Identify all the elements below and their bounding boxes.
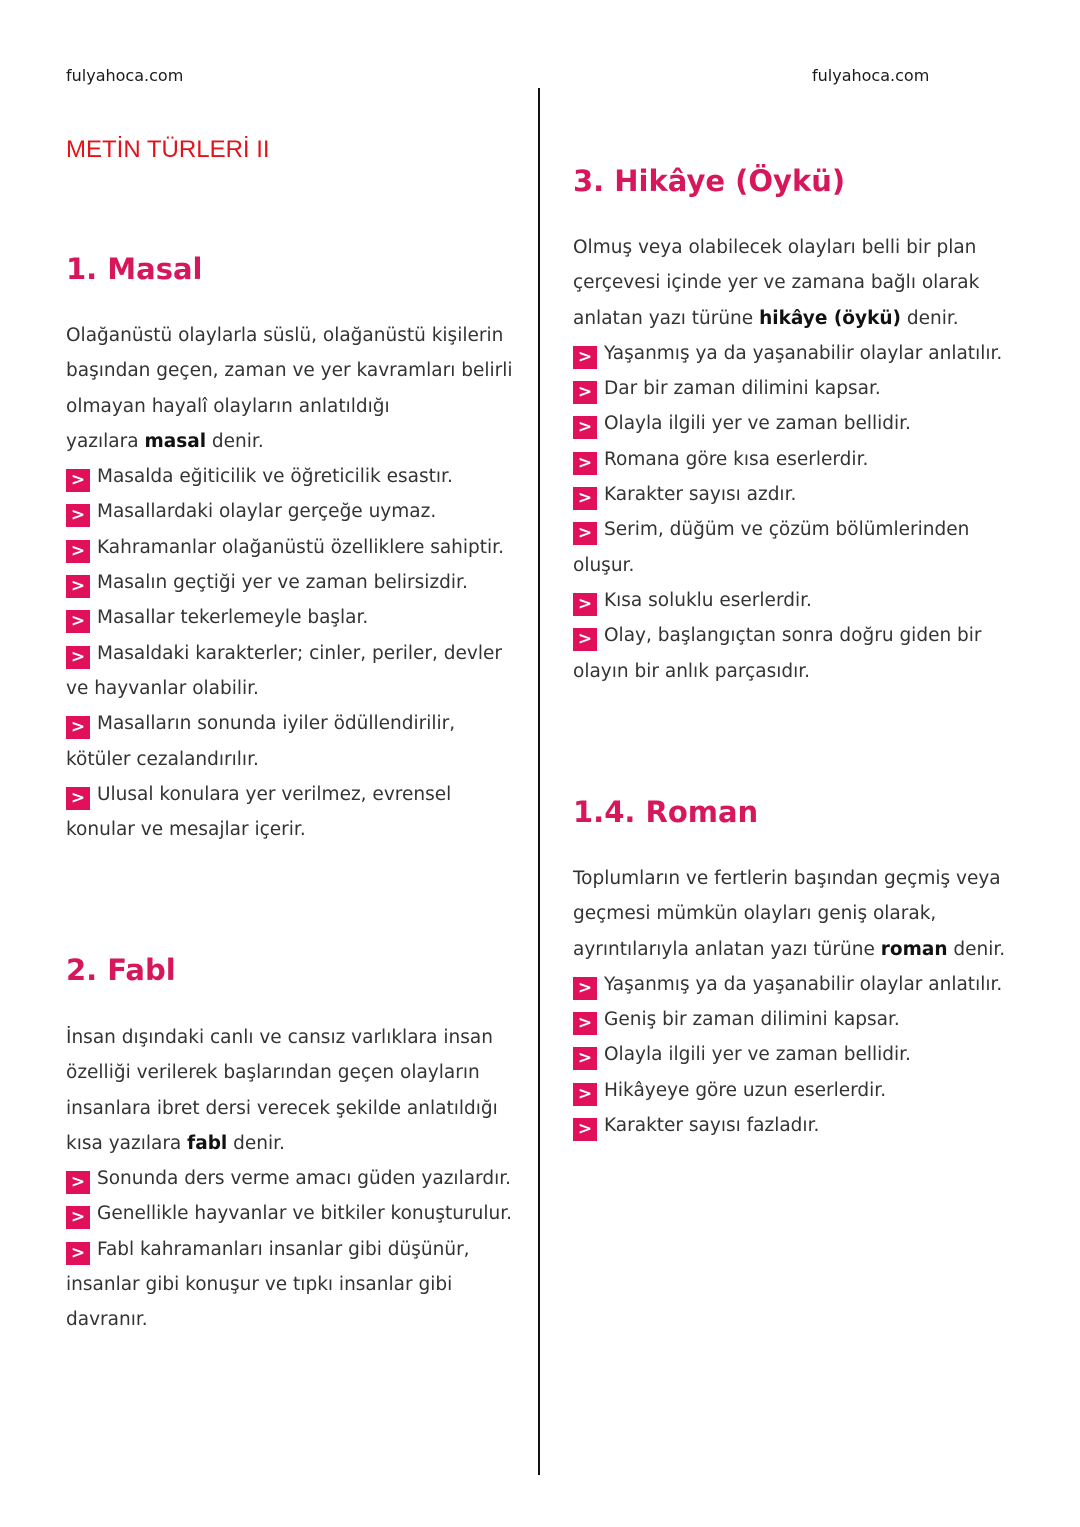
masal-intro-line: olmayan hayalî olayların anlatıldığı — [66, 395, 390, 417]
section-fabl — [66, 1020, 526, 1338]
masal-intro-line: başından geçen, zaman ve yer kavramları belirli — [66, 360, 513, 382]
bullet-continuation: olayın bir anlık parçasıdır. — [573, 660, 811, 682]
roman-intro-line: geçmesi mümkün olayları geniş olarak, — [573, 903, 937, 925]
bullet-text: Olay, başlangıçtan sonra doğru giden bir — [604, 625, 982, 647]
section-masal — [66, 318, 526, 847]
bullet-continuation: kötüler cezalandırılır. — [66, 748, 259, 770]
term-hikaye: hikâye (öykü) — [759, 307, 901, 329]
bullet-text: Masallardaki olaylar gerçeğe uymaz. — [97, 501, 437, 523]
roman-intro-final — [573, 932, 1033, 967]
arrow-icon: > — [573, 1012, 597, 1035]
bullet-continuation: konular ve mesajlar içerir. — [66, 819, 306, 841]
bullet-continuation: davranır. — [66, 1309, 148, 1331]
arrow-icon: > — [66, 787, 90, 810]
bullet-text: Masalda eğiticilik ve öğreticilik esastır. — [97, 466, 453, 488]
site-header-left: fulyahoca.com — [66, 66, 184, 85]
arrow-icon: > — [573, 1047, 597, 1070]
hikaye-intro-final — [573, 301, 1033, 336]
site-header-right: fulyahoca.com — [812, 66, 930, 85]
bullet-text: Kahramanlar olağanüstü özelliklere sahiptir. — [97, 536, 504, 558]
arrow-icon: > — [573, 593, 597, 616]
arrow-icon: > — [573, 452, 597, 475]
bullet-item — [66, 530, 526, 565]
section-roman — [573, 861, 1033, 1143]
bullet-item — [573, 1037, 1033, 1072]
arrow-icon: > — [573, 977, 597, 1000]
bullet-item — [573, 371, 1033, 406]
bullet-text: Fabl kahramanları insanlar gibi düşünür, — [97, 1238, 470, 1260]
bullet-text: Masalın geçtiği yer ve zaman belirsizdir. — [97, 572, 468, 594]
hikaye-intro-post: denir. — [901, 307, 959, 329]
masal-intro-line: Olağanüstü olaylarla süslü, olağanüstü kişilerin — [66, 325, 504, 346]
hikaye-intro-line: Olmuş veya olabilecek olayları belli bir plan — [573, 237, 977, 258]
bullet-item — [66, 777, 526, 812]
bullet-continuation: ve hayvanlar olabilir. — [66, 677, 259, 699]
bullet-text: Kısa soluklu eserlerdir. — [604, 589, 812, 611]
arrow-icon: > — [66, 646, 90, 669]
bullet-item — [66, 565, 526, 600]
bullet-text: Olayla ilgili yer ve zaman bellidir. — [604, 1044, 911, 1066]
arrow-icon: > — [573, 346, 597, 369]
term-masal: masal — [144, 430, 207, 452]
section-hikaye — [573, 230, 1033, 689]
bullet-text: Olayla ilgili yer ve zaman bellidir. — [604, 413, 911, 435]
bullet-item — [573, 406, 1033, 441]
bullet-text: Dar bir zaman dilimini kapsar. — [604, 378, 881, 400]
section-title-roman: 1.4. Roman — [573, 795, 759, 829]
fabl-intro-pre: kısa yazılara — [66, 1132, 188, 1154]
bullet-item — [66, 494, 526, 529]
bullet-item — [573, 1108, 1033, 1143]
bullet-item — [66, 1232, 526, 1267]
bullet-item — [573, 967, 1033, 1002]
arrow-icon: > — [573, 381, 597, 404]
column-divider — [538, 88, 540, 1475]
bullet-item — [573, 1073, 1033, 1108]
bullet-text: Hikâyeye göre uzun eserlerdir. — [604, 1079, 887, 1101]
section-title-masal: 1. Masal — [66, 252, 203, 286]
bullet-text: Genellikle hayvanlar ve bitkiler konuşturulur. — [97, 1203, 512, 1225]
document-title: METİN TÜRLERİ II — [66, 136, 270, 163]
fabl-intro-final — [66, 1126, 526, 1161]
bullet-text: Geniş bir zaman dilimini kapsar. — [604, 1009, 900, 1031]
fabl-intro-line: İnsan dışındaki canlı ve cansız varlıklara insan — [66, 1027, 493, 1048]
bullet-text: Romana göre kısa eserlerdir. — [604, 448, 869, 470]
bullet-text: Yaşanmış ya da yaşanabilir olaylar anlatılır. — [604, 342, 1003, 364]
bullet-text: Ulusal konulara yer verilmez, evrensel — [97, 783, 452, 805]
term-roman: roman — [880, 938, 948, 960]
roman-intro-post: denir. — [947, 938, 1006, 960]
bullet-item — [573, 442, 1033, 477]
arrow-icon: > — [66, 469, 90, 492]
bullet-item — [573, 477, 1033, 512]
fabl-intro-post: denir. — [227, 1132, 285, 1154]
bullet-item — [66, 600, 526, 635]
bullet-item — [573, 1002, 1033, 1037]
bullet-text: Yaşanmış ya da yaşanabilir olaylar anlatılır. — [604, 973, 1003, 995]
bullet-text: Masallar tekerlemeyle başlar. — [97, 607, 369, 629]
bullet-item — [66, 636, 526, 671]
arrow-icon: > — [573, 1083, 597, 1106]
arrow-icon: > — [66, 1171, 90, 1194]
arrow-icon: > — [573, 487, 597, 510]
arrow-icon: > — [66, 504, 90, 527]
masal-intro-final — [66, 424, 526, 459]
arrow-icon: > — [66, 575, 90, 598]
bullet-item — [66, 459, 526, 494]
masal-intro-pre: yazılara — [66, 430, 145, 452]
bullet-item — [573, 512, 1033, 547]
bullet-item — [573, 618, 1033, 653]
term-fabl: fabl — [187, 1132, 228, 1154]
arrow-icon: > — [573, 1118, 597, 1141]
arrow-icon: > — [66, 1206, 90, 1229]
masal-intro-post: denir. — [206, 430, 264, 452]
arrow-icon: > — [66, 540, 90, 563]
bullet-text: Masaldaki karakterler; cinler, periler, devler — [97, 642, 502, 664]
roman-intro-pre: ayrıntılarıyla anlatan yazı türüne — [573, 938, 881, 960]
bullet-item — [573, 336, 1033, 371]
arrow-icon: > — [573, 522, 597, 545]
roman-intro-line: Toplumların ve fertlerin başından geçmiş veya — [573, 868, 1001, 889]
bullet-continuation: insanlar gibi konuşur ve tıpkı insanlar gibi — [66, 1274, 453, 1296]
arrow-icon: > — [66, 716, 90, 739]
bullet-item — [66, 706, 526, 741]
bullet-text: Serim, düğüm ve çözüm bölümlerinden — [604, 519, 970, 541]
hikaye-intro-pre: anlatan yazı türüne — [573, 307, 760, 329]
bullet-text: Karakter sayısı fazladır. — [604, 1115, 820, 1137]
bullet-text: Masalların sonunda iyiler ödüllendirilir, — [97, 713, 456, 735]
section-title-hikaye: 3. Hikâye (Öykü) — [573, 164, 846, 198]
bullet-item — [573, 583, 1033, 618]
bullet-item — [66, 1161, 526, 1196]
arrow-icon: > — [66, 610, 90, 633]
arrow-icon: > — [573, 416, 597, 439]
bullet-text: Karakter sayısı azdır. — [604, 484, 797, 506]
bullet-item — [66, 1196, 526, 1231]
section-title-fabl: 2. Fabl — [66, 953, 176, 987]
arrow-icon: > — [573, 628, 597, 651]
arrow-icon: > — [66, 1242, 90, 1265]
fabl-intro-line: özelliği verilerek başlarından geçen olayların — [66, 1062, 480, 1084]
bullet-continuation: oluşur. — [573, 554, 635, 576]
hikaye-intro-line: çerçevesi içinde yer ve zamana bağlı olarak — [573, 272, 980, 294]
fabl-intro-line: insanlara ibret dersi verecek şekilde anlatıldığı — [66, 1097, 498, 1119]
bullet-text: Sonunda ders verme amacı güden yazılardır. — [97, 1168, 511, 1190]
